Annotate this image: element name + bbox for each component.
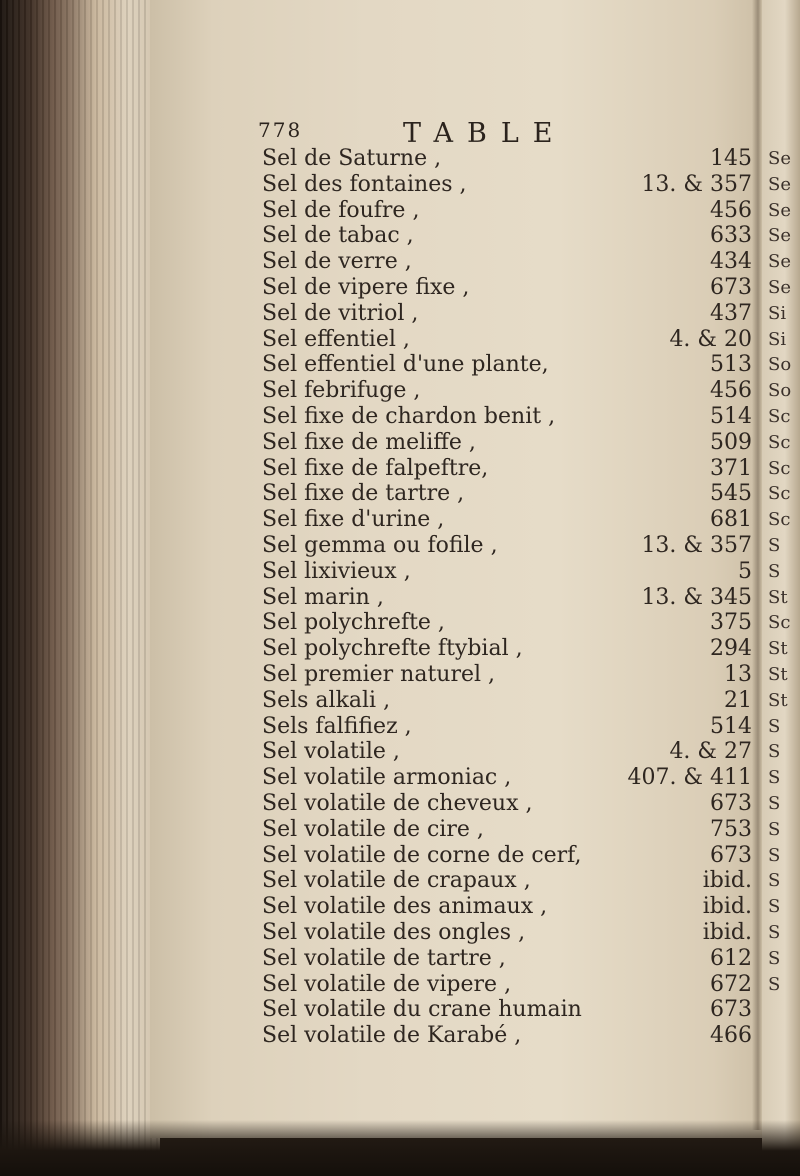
entry-page-ref: 456 [710,197,752,223]
entry-page-ref: 371 [710,455,752,481]
index-entry [262,662,752,688]
index-entry [262,507,752,533]
entry-page-ref: 407. & 411 [627,765,752,791]
entry-page-ref: 514 [710,713,752,739]
entry-page-ref: 4. & 27 [669,739,752,765]
facing-page-fragment: Se [768,173,791,195]
index-entry [262,301,752,327]
index-entry [262,714,752,740]
index-entry [262,146,752,172]
entry-page-ref: 145 [710,146,752,171]
entry-term: Sel de vitriol , [262,300,419,326]
index-entry [262,327,752,353]
index-entry [262,352,752,378]
index-entry [262,585,752,611]
index-entry [262,894,752,920]
facing-page-fragment: So [768,354,792,376]
entry-term: Sel lixivieux , [262,558,411,584]
entry-term: Sel volatile du crane humain [262,997,582,1023]
entry-term: Sel volatile de corne de cerf, [262,842,582,868]
facing-page-fragment: Se [768,225,791,247]
index-entry [262,739,752,765]
gutter-shadow [752,0,762,1130]
entry-term: Sel volatile de vipere , [262,971,512,997]
entry-page-ref: ibid. [702,919,752,945]
entry-term: Sel fixe de chardon benit , [262,403,556,429]
entry-term: Sel volatile des ongles , [262,919,526,945]
index-entry [262,533,752,559]
facing-page-fragment: St [768,638,788,660]
entry-term: Sel volatile , [262,739,400,765]
facing-page-fragment: Sc [768,406,791,427]
facing-page-fragment: S [768,818,781,840]
entry-page-ref: 21 [724,687,752,713]
entry-page-ref: 673 [710,790,752,816]
index-entry [262,223,752,249]
entry-page-ref: 13. & 357 [641,171,752,197]
entry-page-ref: 513 [710,352,752,378]
index-entry [262,610,752,636]
entry-page-ref: 5 [738,558,752,584]
entry-term: Sels alkali , [262,687,391,713]
facing-page-fragment: S [768,715,781,737]
facing-page-fragment: S [768,896,781,918]
entry-page-ref: 13. & 345 [641,584,752,610]
facing-page-edge [762,0,800,1176]
entry-term: Sel de Saturne , [262,146,442,171]
entry-term: Sel volatile des animaux , [262,894,548,920]
entry-term: Sel premier naturel , [262,661,496,687]
entry-term: Sel de foufre , [262,197,420,223]
facing-page-fragment: S [768,767,781,789]
entry-term: Sel polychrefte , [262,610,445,636]
index-entry [262,920,752,946]
entry-term: Sel des fontaines , [262,171,467,197]
entry-page-ref: 509 [710,429,752,455]
facing-page-fragment: Se [768,277,791,298]
entry-page-ref: 13 [724,661,752,687]
entry-term: Sel fixe de meliffe , [262,429,476,455]
page-title: TABLE [403,118,567,149]
entry-term: Sel volatile armoniac , [262,765,512,791]
index-entry [262,843,752,869]
page-number: 778 [258,118,303,142]
facing-page-fragment: St [768,664,788,685]
entry-term: Sel de vipere fixe , [262,274,470,300]
index-entry [262,997,752,1023]
entry-term: Sel effentiel , [262,326,410,352]
entry-term: Sel fixe d'urine , [262,507,445,533]
facing-page-fragment: St [768,586,788,608]
facing-page-fragment: S [768,973,781,995]
facing-page-fragment: St [768,689,788,711]
index-entry [262,946,752,972]
entry-page-ref: 294 [710,636,752,662]
facing-page-fragment: Se [768,199,791,221]
facing-page-fragment: So [768,380,792,402]
index-entry [262,198,752,224]
index-entry [262,559,752,585]
facing-page-fragment: S [768,922,781,943]
facing-page-fragment: S [768,741,781,763]
entry-term: Sel polychrefte ftybial , [262,636,523,662]
entry-page-ref: 13. & 357 [641,532,752,558]
index-entry [262,868,752,894]
facing-page-fragment: Sc [768,483,791,505]
facing-page-fragment: S [768,947,781,969]
entry-term: Sel marin , [262,584,384,610]
index-entry [262,972,752,998]
entry-page-ref: 673 [710,842,752,868]
entry-term: Sel volatile de crapaux , [262,868,531,894]
entry-term: Sel fixe de tartre , [262,481,465,507]
entry-page-ref: 633 [710,223,752,249]
entry-term: Sel gemma ou fofile , [262,532,498,558]
entry-term: Sel volatile de Karabé , [262,1023,522,1049]
index-entry [262,481,752,507]
index-entry [262,688,752,714]
entry-page-ref: 612 [710,945,752,971]
entry-term: Sel volatile de cheveux , [262,790,533,816]
facing-page-fragment: S [768,844,781,866]
facing-page-fragment: Si [768,302,787,324]
entry-page-ref: 681 [710,507,752,533]
facing-page-fragment: Se [768,148,791,169]
entry-term: Sel fixe de falpeftre, [262,455,489,481]
index-entry [262,636,752,662]
index-entry [262,172,752,198]
index-entry [262,378,752,404]
facing-page-fragment: Si [768,328,787,350]
facing-page-fragment: Sc [768,612,791,634]
index-entry [262,791,752,817]
index-entry [262,275,752,301]
entry-page-ref: 673 [710,274,752,300]
entry-page-ref: 375 [710,610,752,636]
entry-page-ref: 753 [710,816,752,842]
entry-page-ref: ibid. [702,868,752,894]
facing-page-fragment: S [768,870,781,892]
entry-term: Sel volatile de tartre , [262,945,506,971]
index-entry [262,249,752,275]
index-entry [262,430,752,456]
entry-page-ref: 466 [710,1023,752,1049]
index-entry [262,817,752,843]
entry-term: Sel febrifuge , [262,378,421,404]
facing-page-fragment: Sc [768,457,791,479]
entry-page-ref: 4. & 20 [669,326,752,352]
entry-term: Sel de tabac , [262,223,414,249]
entry-page-ref: 545 [710,481,752,507]
facing-page-fragment: Se [768,251,791,273]
entry-page-ref: 514 [710,403,752,429]
facing-page-fragment: Sc [768,431,791,453]
entry-page-ref: 456 [710,378,752,404]
entry-term: Sel effentiel d'une plante, [262,352,549,378]
bottom-shadow [0,1120,800,1176]
entry-page-ref: 437 [710,300,752,326]
entry-page-ref: 434 [710,249,752,275]
facing-page-fragment: S [768,793,781,814]
entry-page-ref: ibid. [702,894,752,920]
entry-term: Sel volatile de cire , [262,816,484,842]
entry-term: Sel de verre , [262,249,412,275]
index-entry [262,456,752,482]
index-entry [262,404,752,430]
index-entry [262,765,752,791]
facing-page-fragment: S [768,560,781,582]
index-list [262,146,752,1049]
facing-page-fragment: S [768,535,781,556]
facing-page-fragment: Sc [768,509,791,531]
entry-page-ref: 672 [710,971,752,997]
page-stack-edge [0,0,160,1176]
entry-page-ref: 673 [710,997,752,1023]
entry-term: Sels falfifiez , [262,713,412,739]
index-entry [262,1023,752,1049]
